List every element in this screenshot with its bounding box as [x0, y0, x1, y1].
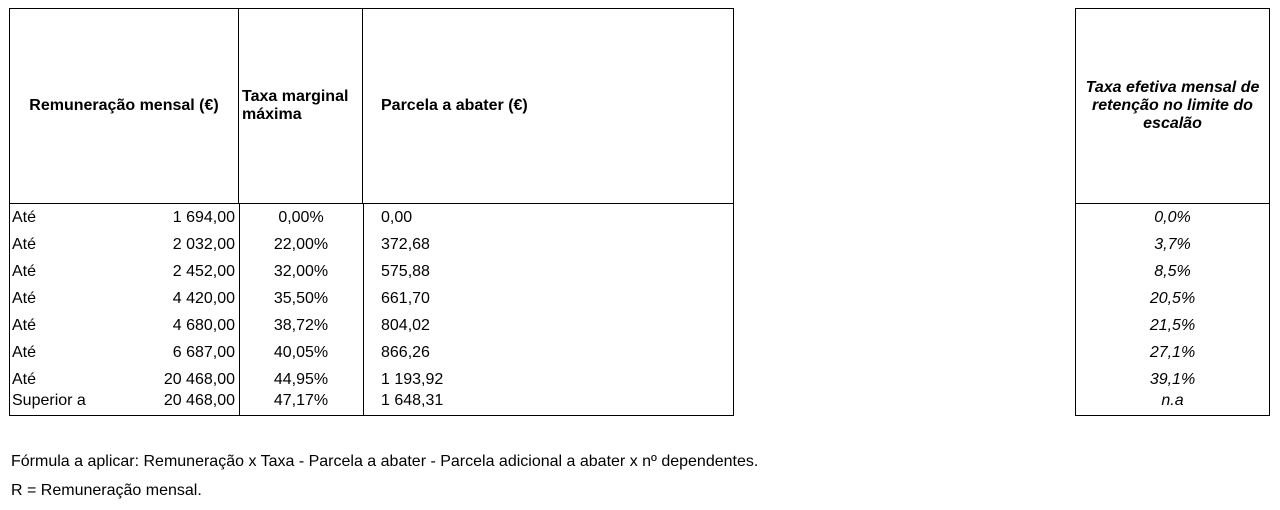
- cell-label[interactable]: Até: [12, 263, 37, 280]
- cell-taxa-efetiva[interactable]: 39,1%: [1149, 371, 1196, 388]
- cell-label[interactable]: Até: [12, 317, 37, 334]
- cell-taxa[interactable]: 0,00%: [278, 209, 324, 226]
- table-body: [10, 204, 733, 409]
- header-parcela-abater[interactable]: Parcela a abater (€): [381, 97, 528, 114]
- cell-label[interactable]: Até: [12, 344, 37, 361]
- header-remuneracao[interactable]: Remuneração mensal (€): [10, 9, 239, 203]
- cell-taxa-efetiva[interactable]: 0,0%: [1154, 209, 1191, 226]
- cell-taxa-efetiva[interactable]: n.a: [1161, 392, 1184, 409]
- cell-taxa[interactable]: 35,50%: [273, 290, 329, 307]
- cell-label[interactable]: Até: [12, 290, 37, 307]
- cell-parcela[interactable]: 1 648,31: [381, 392, 444, 409]
- cell-parcela[interactable]: 804,02: [381, 317, 430, 334]
- table-row[interactable]: [10, 258, 733, 285]
- cell-remuneracao[interactable]: 20 468,00: [163, 392, 235, 409]
- cell-taxa[interactable]: 32,00%: [273, 263, 329, 280]
- cell-remuneracao[interactable]: 4 680,00: [172, 317, 235, 334]
- cell-label[interactable]: Superior a: [12, 392, 86, 409]
- header-taxa-efetiva[interactable]: Taxa efetiva mensal de retenção no limite do escalão: [1085, 79, 1260, 132]
- cell-parcela[interactable]: 0,00: [381, 209, 413, 226]
- legend-note[interactable]: R = Remuneração mensal.: [11, 482, 202, 499]
- table-row[interactable]: [10, 312, 733, 339]
- cell-parcela[interactable]: 866,26: [381, 344, 430, 361]
- cell-taxa-efetiva[interactable]: 20,5%: [1149, 290, 1196, 307]
- cell-label[interactable]: Até: [12, 236, 37, 253]
- cell-taxa[interactable]: 40,05%: [273, 344, 329, 361]
- cell-remuneracao[interactable]: 6 687,00: [172, 344, 235, 361]
- cell-parcela[interactable]: 661,70: [381, 290, 430, 307]
- formula-note[interactable]: Fórmula a aplicar: Remuneração x Taxa - Parcela a abater - Parcela adicional a abater x nº dependentes.: [11, 453, 759, 470]
- effective-rate-table: [1075, 8, 1270, 416]
- cell-remuneracao[interactable]: 1 694,00: [172, 209, 235, 226]
- cell-parcela[interactable]: 372,68: [381, 236, 430, 253]
- cell-parcela[interactable]: 575,88: [381, 263, 430, 280]
- table-row[interactable]: [10, 204, 733, 231]
- cell-label[interactable]: Até: [12, 371, 37, 388]
- cell-parcela[interactable]: 1 193,92: [381, 371, 444, 388]
- cell-label[interactable]: Até: [12, 209, 37, 226]
- cell-taxa[interactable]: 47,17%: [273, 392, 329, 409]
- table-row[interactable]: [10, 285, 733, 312]
- withholding-table: [9, 8, 734, 416]
- table-row[interactable]: [10, 339, 733, 366]
- effective-rate-body: [1076, 204, 1269, 409]
- cell-taxa-efetiva[interactable]: 3,7%: [1154, 236, 1191, 253]
- cell-remuneracao[interactable]: 2 452,00: [172, 263, 235, 280]
- cell-remuneracao[interactable]: 20 468,00: [163, 371, 235, 388]
- cell-taxa[interactable]: 38,72%: [273, 317, 329, 334]
- table-row[interactable]: [10, 366, 733, 393]
- cell-remuneracao[interactable]: 4 420,00: [172, 290, 235, 307]
- cell-taxa-efetiva[interactable]: 21,5%: [1149, 317, 1196, 334]
- table-row[interactable]: [10, 231, 733, 258]
- cell-taxa-efetiva[interactable]: 8,5%: [1154, 263, 1191, 280]
- cell-taxa[interactable]: 22,00%: [273, 236, 329, 253]
- table-row[interactable]: [10, 393, 733, 409]
- cell-remuneracao[interactable]: 2 032,00: [172, 236, 235, 253]
- cell-taxa[interactable]: 44,95%: [273, 371, 329, 388]
- cell-taxa-efetiva[interactable]: 27,1%: [1149, 344, 1196, 361]
- header-taxa-marginal[interactable]: Taxa marginal máxima: [239, 9, 363, 203]
